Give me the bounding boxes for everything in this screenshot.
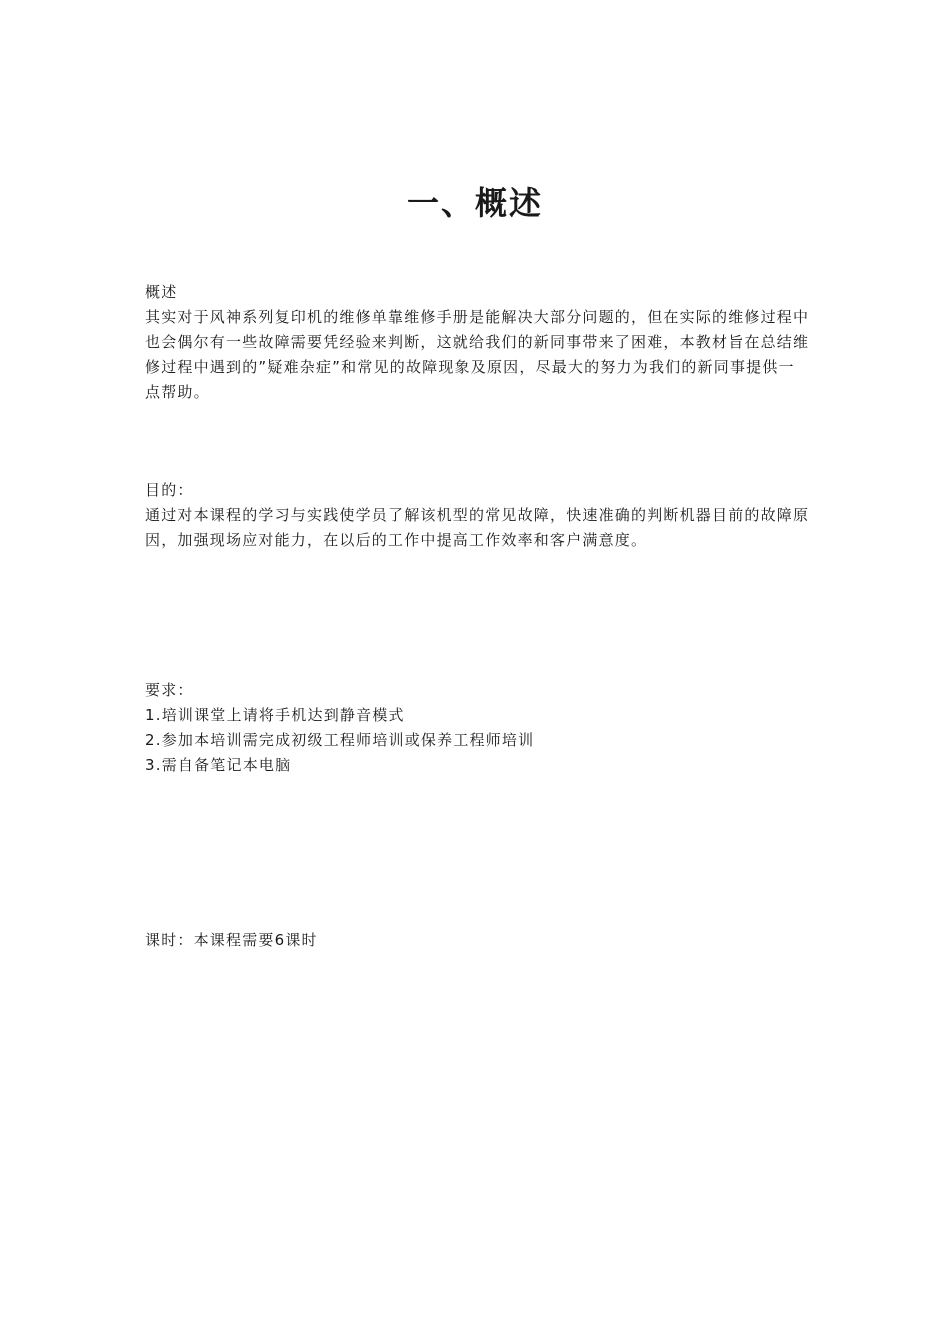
purpose-heading: 目的： bbox=[145, 481, 194, 499]
page-title: 一、概述 bbox=[406, 184, 543, 222]
requirement-item: 3.需自备笔记本电脑 bbox=[145, 756, 292, 774]
course-hours-section bbox=[145, 928, 810, 953]
overview-heading: 概述 bbox=[145, 283, 178, 301]
purpose-section bbox=[145, 478, 810, 553]
requirement-item: 1.培训课堂上请将手机达到静音模式 bbox=[145, 706, 405, 724]
requirement-item: 2.参加本培训需完成初级工程师培训或保养工程师培训 bbox=[145, 731, 535, 749]
overview-body: 其实对于风神系列复印机的维修单靠维修手册是能解决大部分问题的，但在实际的维修过程中也会偶尔有一些故障需要凭经验来判断，这就给我们的新同事带来了困难，本教材旨在总结维修过程中遇到的”疑难杂症”和常见的故障现象及原因，尽最大的努力为我们的新同事提供一点帮助。 bbox=[145, 308, 810, 401]
overview-section bbox=[145, 280, 810, 405]
course-hours-text: 课时：本课程需要6课时 bbox=[145, 931, 318, 949]
requirements-heading: 要求： bbox=[145, 681, 194, 699]
requirements-section bbox=[145, 678, 810, 778]
purpose-body: 通过对本课程的学习与实践使学员了解该机型的常见故障，快速准确的判断机器目前的故障原因，加强现场应对能力，在以后的工作中提高工作效率和客户满意度。 bbox=[145, 506, 810, 549]
